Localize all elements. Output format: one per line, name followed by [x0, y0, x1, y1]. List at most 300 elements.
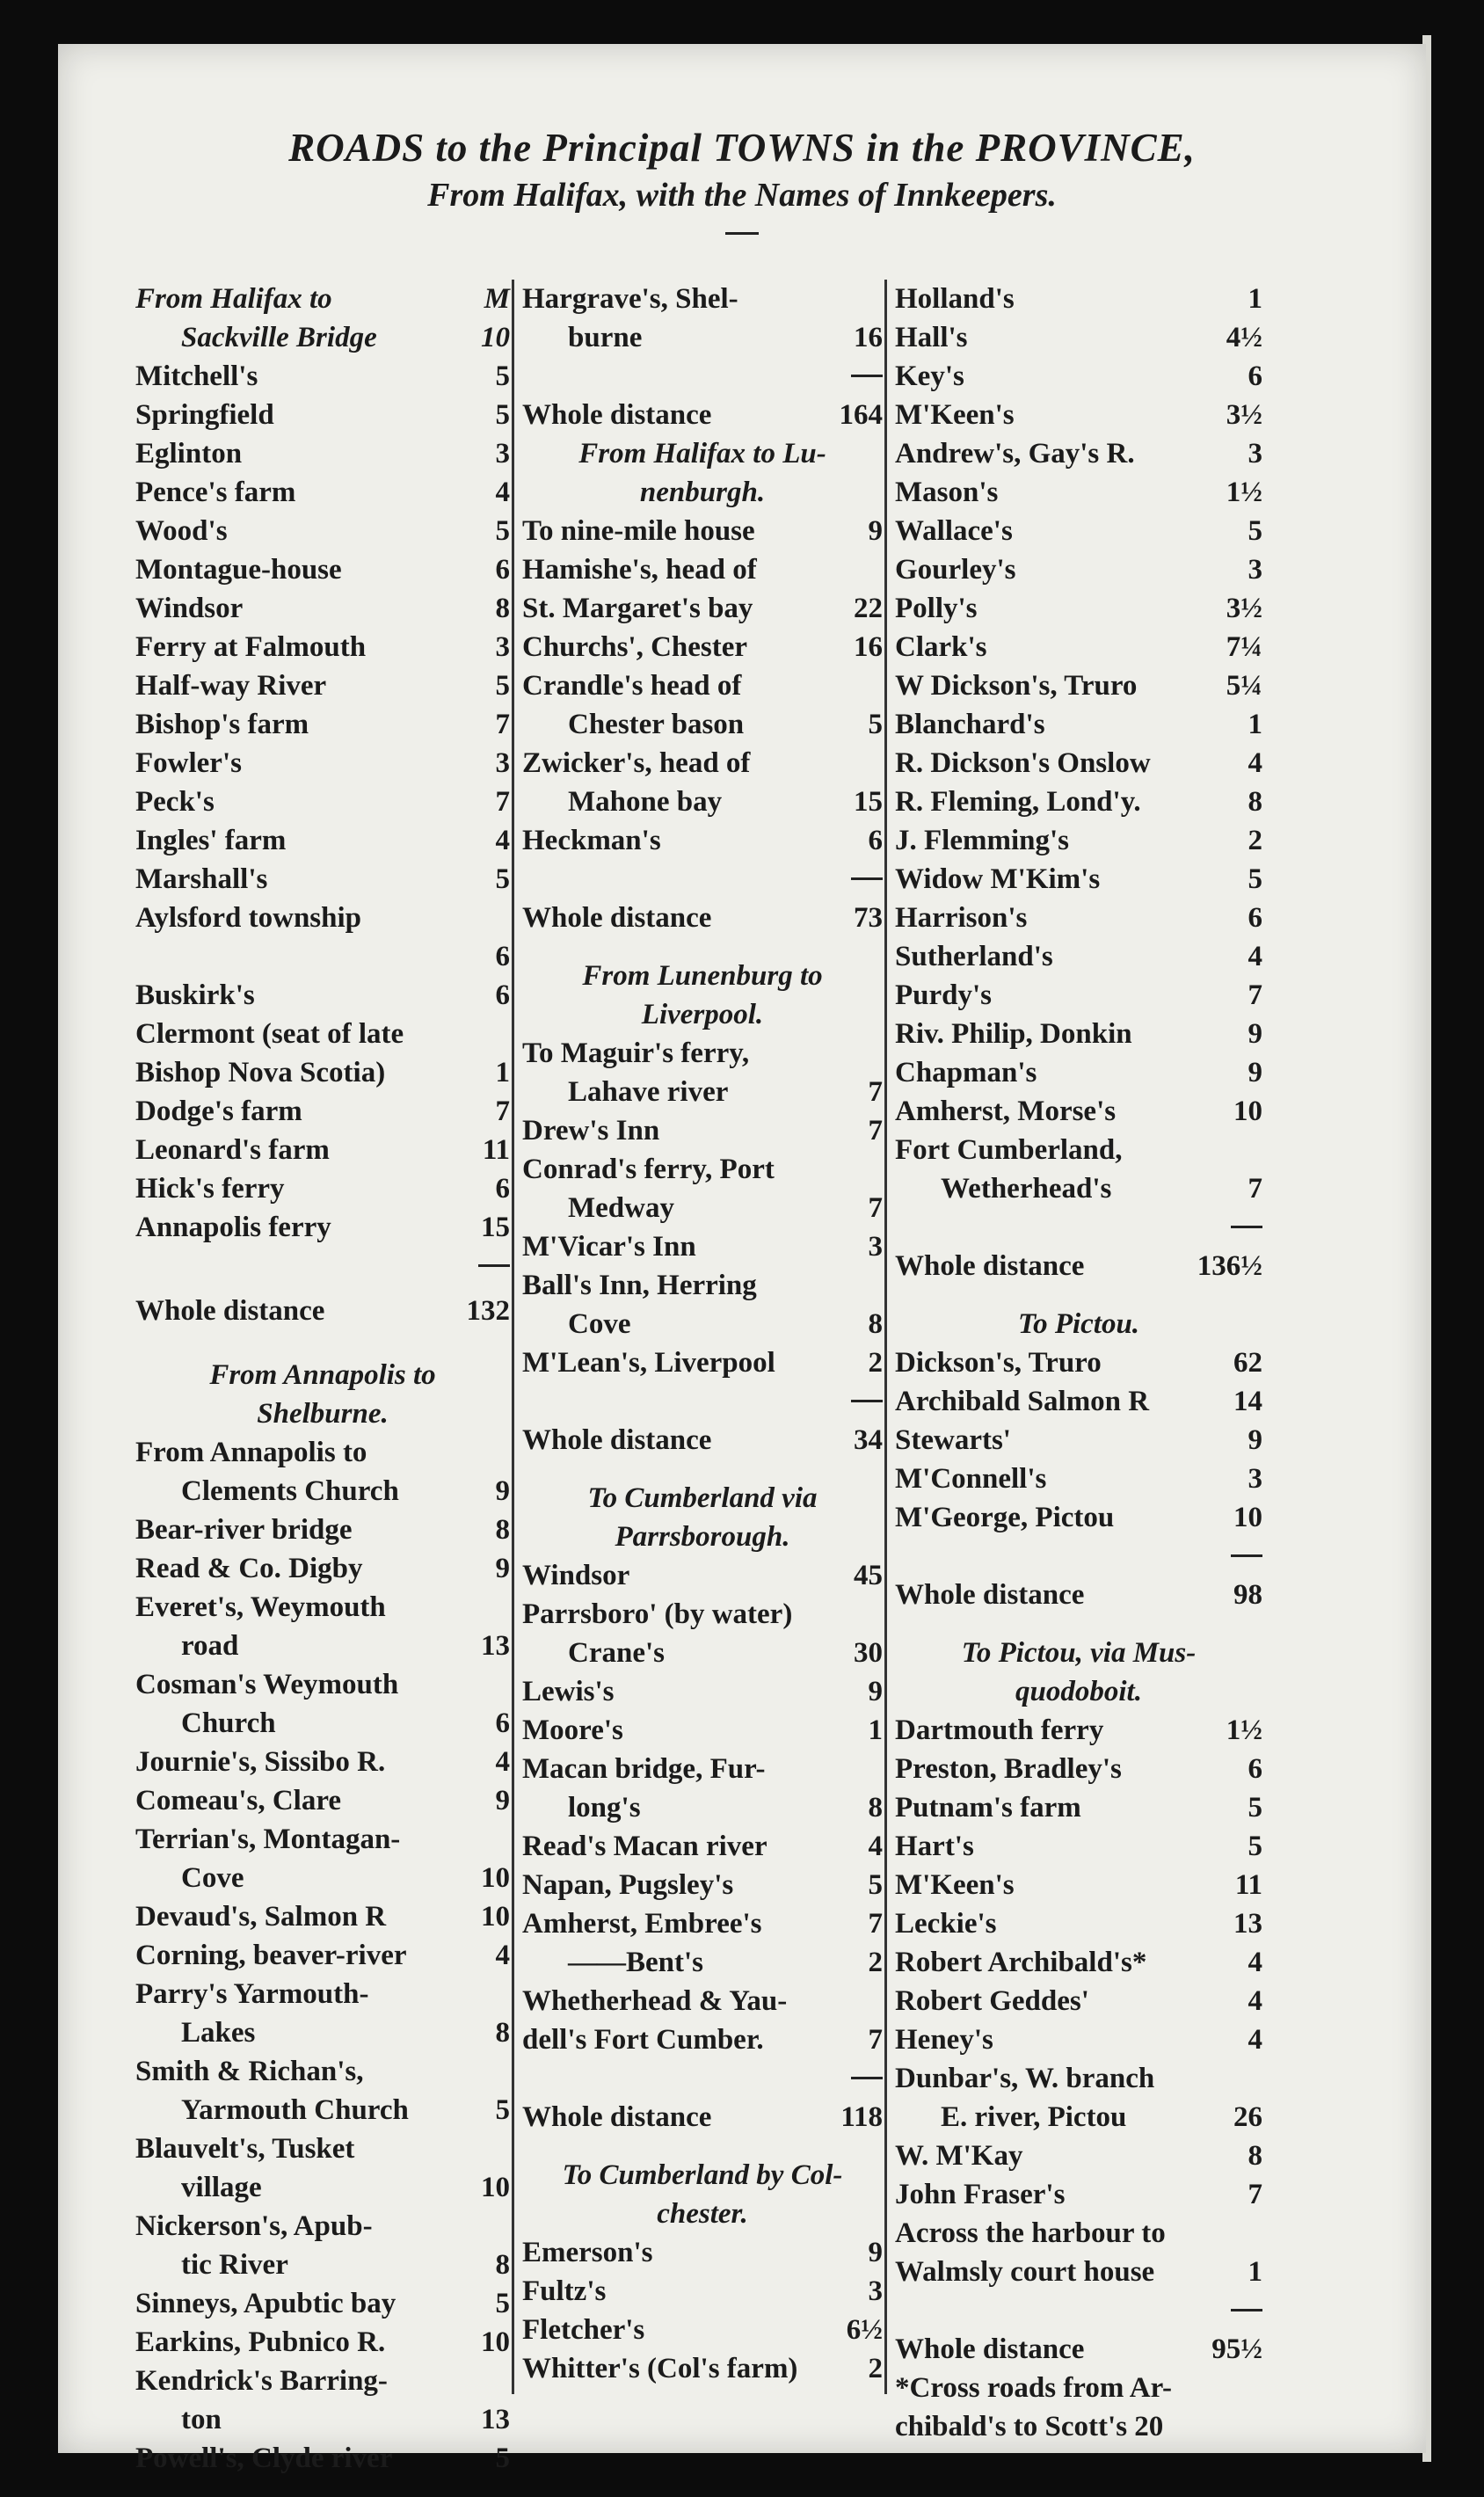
route-row: [895, 2253, 1262, 2291]
route-row: [895, 1827, 1262, 1866]
route-row: [895, 1382, 1262, 1421]
route-row: [135, 1627, 510, 1665]
roads-table: [135, 280, 1331, 2474]
distance: 7¼: [1226, 631, 1262, 663]
stop-name: Eglinton: [135, 438, 243, 470]
route-row: [135, 473, 510, 512]
route-row: [895, 473, 1262, 512]
stop-name: Archibald Salmon R: [895, 1386, 1150, 1417]
stop-name: Chester bason: [568, 709, 745, 740]
section-heading: [522, 1479, 883, 1518]
stop-name: M'Connell's: [895, 1463, 1047, 1495]
distance: 3: [868, 2275, 883, 2307]
stop-name: Corning, beaver-river: [135, 1940, 407, 1971]
route-row: [522, 2020, 883, 2059]
distance: 5: [1248, 863, 1262, 895]
stop-name: tic River: [181, 2249, 288, 2281]
distance: 2: [868, 1947, 883, 1978]
distance: 3½: [1226, 399, 1262, 431]
route-row: [522, 1227, 883, 1266]
stop-name: M'Lean's, Liverpool: [522, 1347, 775, 1379]
stop-name: Comeau's, Clare: [135, 1785, 342, 1816]
route-row: [135, 1549, 510, 1588]
distance: 5: [495, 2442, 510, 2474]
distance: 9: [495, 1553, 510, 1584]
route-row: [895, 1092, 1262, 1131]
distance: 3: [1248, 1463, 1262, 1495]
distance: 5: [868, 1869, 883, 1901]
section-heading: [522, 1518, 883, 1556]
stop-name: E. river, Pictou: [941, 2101, 1127, 2133]
stop-name: Blanchard's: [895, 709, 1045, 740]
distance: 10: [481, 2326, 510, 2358]
section-heading: [895, 1634, 1262, 1672]
whole-distance-row: [895, 1247, 1262, 1285]
route-row: [895, 744, 1262, 783]
distance: 4: [495, 477, 510, 508]
stop-name: Leckie's: [895, 1908, 997, 1940]
route-row: [135, 2246, 510, 2284]
footnote-text: *Cross roads from Ar-: [895, 2372, 1173, 2404]
stop-name: Sutherland's: [895, 941, 1053, 972]
stop-name: Hick's ferry: [135, 1173, 285, 1205]
stop-name: Napan, Pugsley's: [522, 1869, 734, 1901]
route-row: [895, 318, 1262, 357]
distance: 8: [495, 1514, 510, 1546]
stop-name: Montague-house: [135, 554, 342, 586]
footnote-text: chibald's to Scott's 20: [895, 2411, 1164, 2442]
distance: 13: [481, 1630, 510, 1662]
stop-name: Gourley's: [895, 554, 1016, 586]
route-row: [895, 2020, 1262, 2059]
distance: 10: [1233, 1096, 1262, 1127]
route-row: [895, 589, 1262, 628]
title-divider: [725, 232, 759, 235]
route-row: [135, 434, 510, 473]
stop-name: Chapman's: [895, 1057, 1037, 1088]
distance: 4: [1248, 2024, 1262, 2056]
route-row: [135, 2129, 510, 2168]
distance: 6: [868, 825, 883, 856]
route-row: [135, 1131, 510, 1169]
stop-name: Read & Co. Digby: [135, 1553, 363, 1584]
route-row: [135, 2400, 510, 2439]
distance: 9: [1248, 1018, 1262, 1050]
route-row: [895, 357, 1262, 396]
distance: 10: [481, 1862, 510, 1894]
route-row: [135, 1975, 510, 2013]
route-row: [522, 1111, 883, 1150]
distance: 9: [868, 515, 883, 547]
whole-distance-value: 136½: [1197, 1250, 1262, 1282]
route-row: [895, 628, 1262, 666]
stop-name: R. Dickson's Onslow: [895, 747, 1151, 779]
route-row: [135, 1092, 510, 1131]
stop-name: Clements Church: [181, 1475, 399, 1507]
stop-name: burne: [568, 322, 643, 353]
distance: 7: [868, 1192, 883, 1224]
route-row: [895, 1982, 1262, 2020]
stop-name: Wood's: [135, 515, 228, 547]
stop-name: ——Bent's: [568, 1947, 704, 1978]
distance: 8: [1248, 2140, 1262, 2172]
stop-name: Smith & Richan's,: [135, 2056, 364, 2087]
section-heading-text: To Pictou.: [1017, 1308, 1140, 1340]
distance: 6: [495, 554, 510, 586]
distance: 3: [1248, 438, 1262, 470]
distance: 3: [868, 1231, 883, 1263]
route-row: [135, 2168, 510, 2207]
distance: 4: [1248, 941, 1262, 972]
route-row: [135, 2091, 510, 2129]
route-row: [135, 1859, 510, 1897]
route-row: [895, 705, 1262, 744]
whole-distance-label: Whole distance: [522, 399, 712, 431]
stop-name: Powell's, Clyde river: [135, 2442, 393, 2474]
distance: 6: [495, 941, 510, 972]
miles-header: M: [484, 283, 510, 315]
stop-name: Ferry at Falmouth: [135, 631, 367, 663]
route-row: [135, 666, 510, 705]
distance: 5: [495, 2288, 510, 2319]
stop-name: Dartmouth ferry: [895, 1714, 1104, 1746]
section-heading-text: To Cumberland by Col-: [562, 2159, 843, 2191]
stop-name: Leonard's farm: [135, 1134, 330, 1166]
stop-name: M'Keen's: [895, 399, 1015, 431]
stop-name: Springfield: [135, 399, 274, 431]
route-row: [135, 2013, 510, 2052]
stop-name: Devaud's, Salmon R: [135, 1901, 387, 1933]
route-row: [522, 821, 883, 860]
whole-distance-value: 164: [839, 399, 883, 431]
stop-name: Pence's farm: [135, 477, 296, 508]
route-row: [522, 628, 883, 666]
stop-name: Holland's: [895, 283, 1015, 315]
route-row: [522, 1904, 883, 1943]
route-row: [522, 1711, 883, 1750]
distance: 7: [495, 709, 510, 740]
distance: 2: [868, 1347, 883, 1379]
route-row: [522, 1556, 883, 1595]
stop-name: J. Flemming's: [895, 825, 1069, 856]
stop-name: M'Keen's: [895, 1869, 1015, 1901]
section-heading: [522, 995, 883, 1034]
section-heading: [135, 1394, 510, 1433]
distance: 7: [495, 1096, 510, 1127]
section-heading-text: To Pictou, via Mus-: [961, 1637, 1197, 1669]
route-row: [522, 1305, 883, 1343]
stop-name: Journie's, Sissibo R.: [135, 1746, 386, 1778]
stop-name: Drew's Inn: [522, 1115, 660, 1147]
stop-name: Read's Macan river: [522, 1831, 767, 1862]
distance: 6½: [846, 2314, 883, 2346]
distance: 4: [495, 1746, 510, 1778]
stop-name: Medway: [568, 1192, 674, 1224]
route-row: [895, 1866, 1262, 1904]
route-row: [135, 1820, 510, 1859]
distance: 10: [1233, 1502, 1262, 1533]
stop-name: Wetherhead's: [941, 1173, 1112, 1205]
distance: 22: [854, 593, 883, 624]
route-row: [522, 1595, 883, 1634]
distance: 3: [495, 747, 510, 779]
stop-name: Lewis's: [522, 1676, 615, 1707]
stop-name: Mason's: [895, 477, 999, 508]
distance: 5: [1248, 515, 1262, 547]
route-row: [895, 1015, 1262, 1053]
total-rule: [522, 860, 883, 899]
stop-name: Fletcher's: [522, 2314, 645, 2346]
section-heading: [135, 1356, 510, 1394]
route-row: [522, 1034, 883, 1073]
whole-distance-row: [522, 1421, 883, 1460]
stop-name: Clark's: [895, 631, 987, 663]
section-heading-text: nenburgh.: [639, 477, 766, 508]
stop-name: Terrian's, Montagan-: [135, 1824, 401, 1855]
stop-name: Hamishe's, head of: [522, 554, 757, 586]
route-row: [522, 1266, 883, 1305]
route-row: [135, 550, 510, 589]
route-row: [135, 1743, 510, 1781]
stop-name: Bear-river bridge: [135, 1514, 353, 1546]
stop-name: W Dickson's, Truro: [895, 670, 1138, 702]
route-row: [135, 1208, 510, 1247]
route-row: [522, 512, 883, 550]
distance: 5: [495, 360, 510, 392]
section-heading-text: Sackville Bridge: [181, 322, 377, 353]
total-rule: [135, 1247, 510, 1285]
section-heading-text: chester.: [657, 2198, 748, 2230]
section-heading: [522, 434, 883, 473]
stop-name: Heckman's: [522, 825, 661, 856]
route-row: [895, 2059, 1262, 2098]
stop-name: Ball's Inn, Herring: [522, 1270, 757, 1301]
stop-name: Amherst, Embree's: [522, 1908, 762, 1940]
section-heading: [895, 1672, 1262, 1711]
route-row: [522, 1827, 883, 1866]
column-1: [135, 280, 510, 2478]
stop-name: Zwicker's, head of: [522, 747, 751, 779]
distance: 11: [482, 1134, 510, 1166]
section-heading: [135, 318, 510, 357]
total-rule: [522, 357, 883, 396]
whole-distance-row: [522, 899, 883, 937]
stop-name: Conrad's ferry, Port: [522, 1154, 775, 1185]
route-row: [522, 589, 883, 628]
route-row: [895, 1053, 1262, 1092]
distance: 7: [868, 1115, 883, 1147]
stop-name: Cove: [181, 1862, 244, 1894]
route-row: [135, 1897, 510, 1936]
route-row: [135, 1588, 510, 1627]
stop-name: village: [181, 2172, 262, 2203]
section-heading: [522, 957, 883, 995]
distance: 14: [1233, 1386, 1262, 1417]
stop-name: To nine-mile house: [522, 515, 755, 547]
stop-name: John Fraser's: [895, 2179, 1066, 2210]
route-row: [135, 2362, 510, 2400]
distance: 5: [495, 2094, 510, 2126]
whole-distance-value: 73: [854, 902, 883, 934]
section-heading-text: quodoboit.: [1015, 1676, 1142, 1707]
whole-distance-row: [895, 1576, 1262, 1614]
route-row: [522, 705, 883, 744]
distance: 7: [868, 1908, 883, 1940]
route-row: [522, 1343, 883, 1382]
stop-name: Stewarts': [895, 1424, 1011, 1456]
distance: 9: [495, 1475, 510, 1507]
page-subtitle: From Halifax, with the Names of Innkeepers.: [427, 177, 1057, 214]
distance: 16: [854, 322, 883, 353]
column-2: [522, 280, 883, 2388]
stop-name: Putnam's farm: [895, 1792, 1081, 1824]
whole-distance-row: [135, 1285, 510, 1336]
stop-name: Across the harbour to: [895, 2217, 1166, 2249]
route-row: [895, 280, 1262, 318]
route-row: [135, 1053, 510, 1092]
stop-name: Buskirk's: [135, 979, 255, 1011]
route-row: [522, 2311, 883, 2349]
whole-distance-row: [522, 2098, 883, 2137]
stop-name: Purdy's: [895, 979, 993, 1011]
distance: 5: [495, 863, 510, 895]
footnote: [895, 2407, 1262, 2446]
stop-name: From Annapolis to: [135, 1437, 367, 1468]
route-row: [135, 976, 510, 1015]
stop-name: Ingles' farm: [135, 825, 287, 856]
stop-name: Hall's: [895, 322, 968, 353]
route-row: [895, 821, 1262, 860]
distance: 3: [495, 631, 510, 663]
book-page: [58, 44, 1426, 2474]
stop-name: Annapolis ferry: [135, 1212, 331, 1243]
total-rule: [895, 1208, 1262, 1247]
route-row: [135, 744, 510, 783]
stop-name: long's: [568, 1792, 641, 1824]
distance: 45: [854, 1560, 883, 1591]
route-row: [895, 666, 1262, 705]
stop-name: Church: [181, 1707, 276, 1739]
stop-name: Widow M'Kim's: [895, 863, 1101, 895]
stop-name: Hart's: [895, 1831, 974, 1862]
stop-name: Nickerson's, Apub-: [135, 2210, 373, 2242]
stop-name: Fultz's: [522, 2275, 607, 2307]
stop-name: Amherst, Morse's: [895, 1096, 1117, 1127]
distance: 3: [1248, 554, 1262, 586]
distance: 6: [1248, 360, 1262, 392]
stop-name: Polly's: [895, 593, 978, 624]
distance: 3: [495, 438, 510, 470]
distance: 8: [868, 1792, 883, 1824]
section-heading-text: From Halifax to Lu-: [578, 438, 826, 470]
route-row: [895, 2214, 1262, 2253]
route-row: [522, 1189, 883, 1227]
stop-name: Parry's Yarmouth-: [135, 1978, 369, 2010]
distance: 13: [481, 2404, 510, 2435]
distance: 1½: [1226, 1714, 1262, 1746]
whole-distance-label: Whole distance: [522, 1424, 712, 1456]
stop-name: Sinneys, Apubtic bay: [135, 2288, 396, 2319]
total-rule: [895, 2291, 1262, 2330]
route-row: [135, 2052, 510, 2091]
route-row: [135, 1704, 510, 1743]
route-row: [135, 1936, 510, 1975]
section-heading-text: From Lunenburg to: [582, 960, 823, 992]
stop-name: Robert Geddes': [895, 1985, 1089, 2017]
route-row: [895, 1169, 1262, 1208]
distance: 11: [1234, 1869, 1262, 1901]
total-rule: [522, 2059, 883, 2098]
distance: 6: [1248, 902, 1262, 934]
distance: 4: [1248, 1947, 1262, 1978]
page-title: ROADS to the Principal TOWNS in the PROVINCE,: [288, 126, 1196, 170]
distance: 6: [495, 1173, 510, 1205]
route-row: [895, 1498, 1262, 1537]
whole-distance-row: [895, 2330, 1262, 2369]
route-row: [135, 1781, 510, 1820]
stop-name: Kendrick's Barring-: [135, 2365, 388, 2397]
whole-distance-label: Whole distance: [135, 1295, 325, 1327]
section-heading-text: Shelburne.: [257, 1398, 389, 1430]
route-row: [135, 1511, 510, 1549]
distance: 9: [1248, 1424, 1262, 1456]
distance: 8: [495, 593, 510, 624]
stop-name: Mitchell's: [135, 360, 258, 392]
route-row: [895, 1711, 1262, 1750]
distance: 1: [1248, 709, 1262, 740]
whole-distance-label: Whole distance: [895, 1250, 1085, 1282]
stop-name: Whetherhead & Yau-: [522, 1985, 788, 2017]
distance: 5: [495, 670, 510, 702]
route-row: [895, 1460, 1262, 1498]
route-row: [135, 628, 510, 666]
route-row: [135, 512, 510, 550]
stop-name: Earkins, Pubnico R.: [135, 2326, 386, 2358]
stop-name: Clermont (seat of late: [135, 1018, 404, 1050]
section-heading: [895, 1305, 1262, 1343]
route-row: [522, 744, 883, 783]
footnote: [895, 2369, 1262, 2407]
stop-name: Aylsford township: [135, 902, 362, 934]
route-row: [522, 1866, 883, 1904]
stop-name: Whitter's (Col's farm): [522, 2353, 798, 2384]
distance: 26: [1233, 2101, 1262, 2133]
section-heading: [522, 473, 883, 512]
whole-distance-label: Whole distance: [522, 2101, 712, 2133]
page-header: [58, 125, 1426, 235]
stop-name: Heney's: [895, 2024, 993, 2056]
whole-distance-value: 98: [1233, 1579, 1262, 1611]
column-rule-2: [884, 280, 887, 2394]
route-row: [895, 1343, 1262, 1382]
route-row: [135, 783, 510, 821]
distance: 16: [854, 631, 883, 663]
stop-name: Macan bridge, Fur-: [522, 1753, 766, 1785]
route-row: [135, 396, 510, 434]
route-row: [522, 1788, 883, 1827]
distance: 1: [1248, 2256, 1262, 2288]
route-row: [135, 1015, 510, 1053]
distance: 2: [868, 2353, 883, 2384]
route-row: [135, 2439, 510, 2478]
section-heading: [522, 2195, 883, 2233]
total-rule: [895, 1537, 1262, 1576]
distance: 4: [868, 1831, 883, 1862]
stop-name: ton: [181, 2404, 222, 2435]
distance: 2: [1248, 825, 1262, 856]
route-row: [135, 2323, 510, 2362]
route-row: [895, 512, 1262, 550]
